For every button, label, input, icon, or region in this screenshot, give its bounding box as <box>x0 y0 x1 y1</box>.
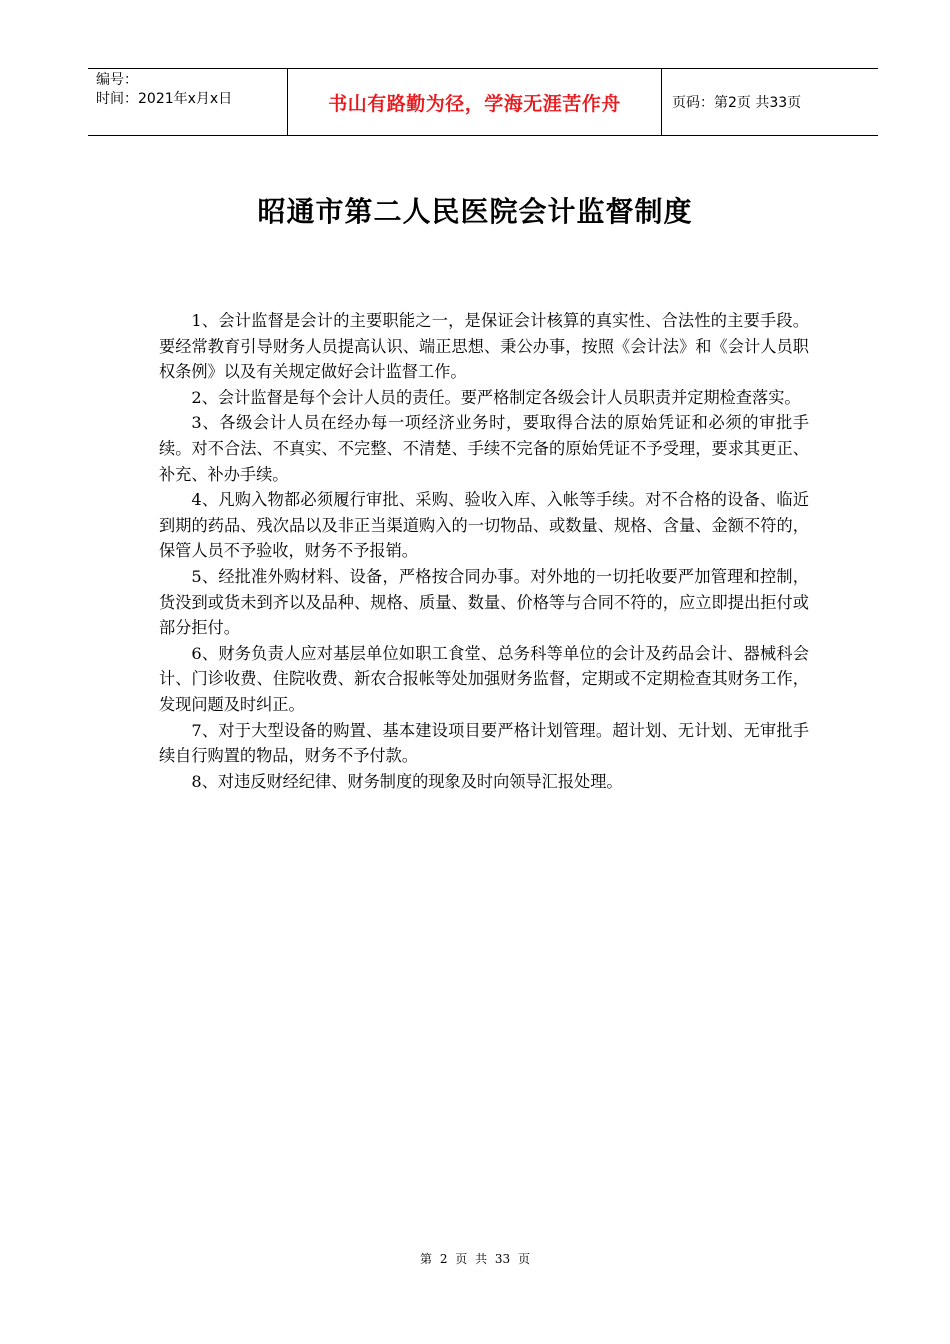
paragraph: 2、会计监督是每个会计人员的责任。要严格制定各级会计人员职责并定期检查落实。 <box>191 387 801 407</box>
header-motto: 书山有路勤为径，学海无涯苦作舟 <box>288 69 662 135</box>
document-title: 昭通市第二人民医院会计监督制度 <box>257 195 693 228</box>
number-label: 编号： <box>96 72 138 88</box>
paragraph: 5、经批准外购材料、设备，严格按合同办事。对外地的一切托收要严加管理和控制，货没到或货未到齐以及品种、规格、质量、数量、价格等与合同不符的，应立即提出拒付或部分拒付。 <box>159 566 809 638</box>
page-footer: 第 2 页 共 33 页 <box>420 1252 530 1266</box>
header-meta <box>88 69 288 135</box>
paragraph: 7、对于大型设备的购置、基本建设项目要严格计划管理。超计划、无计划、无审批手续自行购置的物品，财务不予付款。 <box>159 720 809 766</box>
paragraph: 1、会计监督是会计的主要职能之一，是保证会计核算的真实性、合法性的主要手段。要经常教育引导财务人员提高认识、端正思想、秉公办事，按照《会计法》和《会计人员职权条例》以及有关规定做好会计监督工作。 <box>159 311 809 382</box>
paragraph: 3、各级会计人员在经办每一项经济业务时，要取得合法的原始凭证和必须的审批手续。对不合法、不真实、不完整、不清楚、手续不完备的原始凭证不予受理，要求其更正、补充、补办手续。 <box>159 413 809 484</box>
page-header <box>88 68 878 136</box>
header-page-info: 页码：第2页 共33页 <box>672 95 802 111</box>
time-label: 时间：2021年x月x日 <box>96 91 233 107</box>
paragraph: 6、财务负责人应对基层单位如职工食堂、总务科等单位的会计及药品会计、器械科会计、门诊收费、住院收费、新农合报帐等处加强财务监督，定期或不定期检查其财务工作，发现问题及时纠正。 <box>159 643 809 714</box>
paragraph: 4、凡购入物都必须履行审批、采购、验收入库、入帐等手续。对不合格的设备、临近到期的药品、残次品以及非正当渠道购入的一切物品、或数量、规格、含量、金额不符的，保管人员不予验收，财务不予报销。 <box>159 490 809 561</box>
paragraph: 8、对违反财经纪律、财务制度的现象及时向领导汇报处理。 <box>191 771 623 791</box>
document-body <box>159 308 809 794</box>
